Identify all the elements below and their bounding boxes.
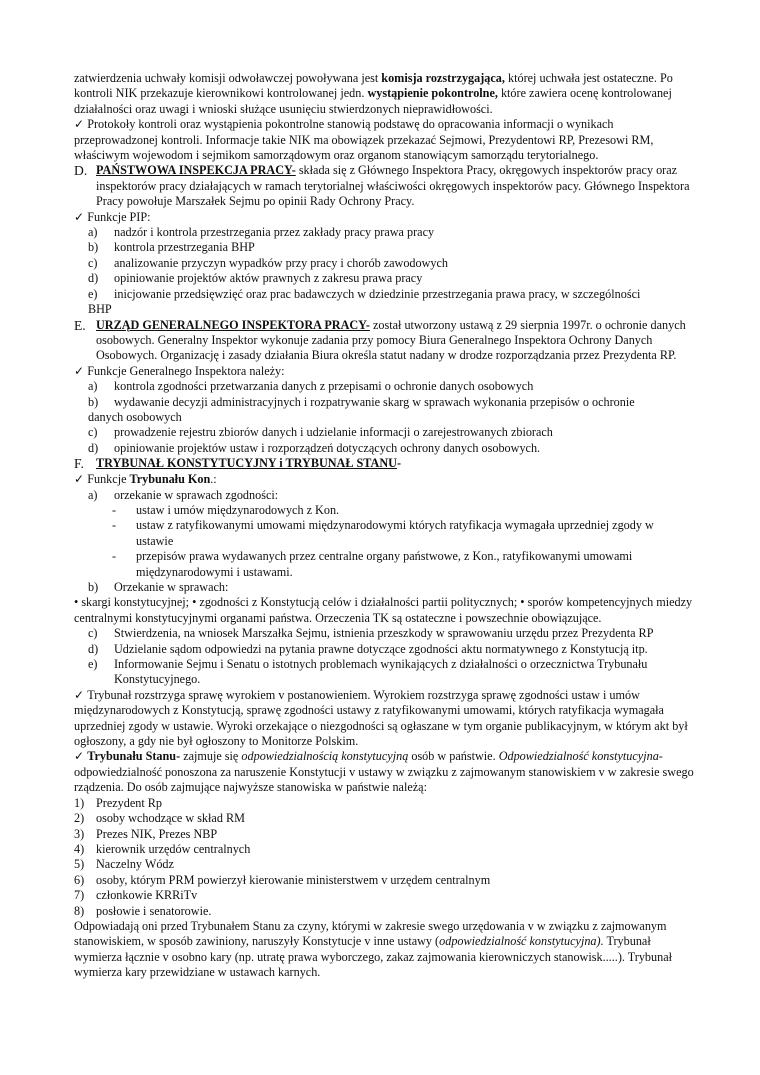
section-title: URZĄD GENERALNEGO INSPEKTORA PRACY-	[96, 317, 370, 332]
tk-header: ✓ Funkcje Trybunału Kon.:	[74, 472, 694, 487]
section-f: F. TRYBUNAŁ KONSTYTUCYJNY i TRYBUNAŁ STANU-	[74, 456, 401, 472]
section-letter: E.	[74, 317, 86, 333]
gio-list	[74, 379, 694, 456]
list-item: e) inicjowanie przedsięwzięć oraz prac badawczych w dziedzinie przestrzegania prawa pracy, w szczególności	[88, 286, 641, 301]
paragraph-trybunal-stanu: ✓ Trybunału Stanu- zajmuje się odpowiedzialnością konstytucyjną osób w państwie. Odpowiedzialność konstytucyjna- odpowiedzialność ponoszona za naruszenie Konstytucji v ustawy w związku z zajmowanym stanowiskiem v w zakresie swego rządzenia. Do osób zajmujące najwyższe stanowiska w państwie należą:	[74, 749, 694, 795]
ts-list	[74, 796, 694, 919]
tk-b-text: • skargi konstytucyjnej; • zgodności z Konstytucją celów i działalności partii politycznych; • sporów kompetencyjnych miedzy centralnymi konstytucyjnymi organami państwa. Orzeczenia TK są ostateczne i powszechnie obowiązujące.	[74, 595, 693, 625]
list-item: 6) osoby, którym PRM powierzył kierowanie ministerstwem v urzędem centralnym	[74, 872, 491, 887]
section-title: PAŃSTWOWA INSPEKCJA PRACY-	[96, 163, 296, 178]
list-item: d) opiniowanie projektów ustaw i rozporządzeń dotyczących ochrony danych osobowych.	[88, 440, 541, 455]
list-item: c) Stwierdzenia, na wniosek Marszałka Sejmu, istnienia przeszkody w sprawowaniu urzędu przez Prezydenta RP	[88, 626, 654, 641]
pip-header: ✓ Funkcje PIP:	[74, 210, 694, 225]
tk-list	[74, 488, 694, 503]
list-item: a) kontrola zgodności przetwarzania danych z przepisami o ochronie danych osobowych	[88, 379, 534, 394]
tk-dash-item: - ustaw z ratyfikowanymi umowami międzynarodowymi których ratyfikacja wymagała uprzedniej zgody w ustawie	[112, 518, 654, 548]
list-item: 7) członkowie KRRiTv	[74, 888, 198, 903]
gio-header: ✓ Funkcje Generalnego Inspektora należy:	[74, 364, 694, 379]
list-item: 2) osoby wchodzące w skład RM	[74, 811, 245, 826]
gio-continuation: danych osobowych	[88, 409, 182, 424]
list-item: 1) Prezydent Rp	[74, 795, 163, 810]
checkmark-icon	[74, 749, 87, 763]
section-d: D. PAŃSTWOWA INSPEKCJA PRACY- składa się z Głównego Inspektora Pracy, okręgowych inspektorów pracy oraz inspektorów pracy działających w ramach terytorialnej właściwości okręgowych inspektorów pacy. Głównego Inspektora Pracy powołuje Marszałek Sejmu po opinii Rady Ochrony Pracy.	[74, 163, 690, 209]
tk-dash-item: - ustaw i umów międzynarodowych z Kon.	[112, 502, 340, 517]
document-page	[74, 71, 694, 981]
paragraph-komisja: zatwierdzenia uchwały komisji odwoławczej powoływana jest komisja rozstrzygająca, której uchwała jest ostateczne. Po kontroli NIK przekazuje kierownikowi kontrolowanej jedn. wystąpienie pokontrolne, które zawiera ocenę kontrolowanej działalności oraz uwagi i wnioski służące usunięciu stwierdzonych nieprawidłowości.	[74, 71, 673, 116]
list-item: 4) kierownik urzędów centralnych	[74, 841, 251, 856]
list-item: d) Udzielanie sądom odpowiedzi na pytania prawne dotyczące zgodności aktu normatywnego z Konstytucją itp.	[88, 641, 648, 656]
list-item: 3) Prezes NIK, Prezes NBP	[74, 826, 218, 841]
paragraph-rozstrzyga: ✓ Trybunał rozstrzyga sprawę wyrokiem v postanowieniem. Wyrokiem rozstrzyga sprawę zgodności ustaw i umów międzynarodowych z Konstytucją, sprawę zgodności ustawy z ratyfikowanymi umowami, których ratyfikacja wymagała uprzedniej zgody w ustawie. Wyroki orzekające o niezgodności są ogłaszane w tym organie publikacyjnym, w którym akt był ogłoszony, a gdy nie był ogłoszony to Monitorze Polskim.	[74, 688, 694, 750]
section-letter: D.	[74, 163, 88, 179]
list-item: c) prowadzenie rejestru zbiorów danych i udzielanie informacji o zarejestrowanych zbiorach	[88, 425, 553, 440]
checkmark-icon	[74, 688, 87, 702]
list-item: b) Orzekanie w sprawach:	[88, 580, 229, 594]
checkmark-icon	[74, 364, 87, 378]
tk-list-rest	[74, 626, 694, 688]
list-item: d) opiniowanie projektów aktów prawnych z zakresu prawa pracy	[88, 271, 423, 286]
checkmark-icon	[74, 117, 87, 131]
list-item: b) kontrola przestrzegania BHP	[88, 240, 255, 255]
list-item: b) wydawanie decyzji administracyjnych i rozpatrywanie skarg w sprawach wykonania przepisów o ochronie	[88, 394, 635, 409]
paragraph-odpowiadaja: Odpowiadają oni przed Trybunałem Stanu za czyny, którymi w zakresie swego urzędowania v w związku z zajmowanym stanowiskiem, w sposób zawiniony, naruszyły Konstytucje v inne ustawy (odpowiedzialność konstytucyjna). Trybunał wymierza łącznie v osobno kary (np. utratę prawa wyborczego, zakaz zajmowania kierowniczych stanowisk.....). Trybunał wymierza kary przewidziane w ustawach karnych.	[74, 918, 672, 980]
section-title: TRYBUNAŁ KONSTYTUCYJNY i TRYBUNAŁ STANU	[96, 456, 397, 471]
checkmark-icon	[74, 472, 87, 486]
pip-list	[74, 225, 694, 302]
tk-list-b	[74, 580, 694, 595]
list-item: a) orzekanie w sprawach zgodności:	[88, 487, 279, 502]
paragraph-protokoly: ✓ Protokoły kontroli oraz wystąpienia pokontrolne stanowią podstawę do opracowania informacji o wynikach przeprowadzonej kontroli. Informacje takie NIK ma obowiązek przekazać Sejmowi, Prezydentowi RP, Prezesowi RM, właściwym wojewodom i sejmikom samorządowym oraz organom stanowiącym samorządu terytorialnego.	[74, 117, 694, 163]
list-item: c) analizowanie przyczyn wypadków przy pracy i chorób zawodowych	[88, 255, 449, 270]
pip-tail: BHP	[88, 302, 112, 317]
section-letter: F.	[74, 456, 84, 472]
list-item: a) nadzór i kontrola przestrzegania przez zakłady pracy prawa pracy	[88, 225, 435, 240]
list-item: 8) posłowie i senatorowie.	[74, 903, 212, 918]
checkmark-icon	[74, 210, 87, 224]
list-item: 5) Naczelny Wódz	[74, 857, 174, 872]
section-e: E. URZĄD GENERALNEGO INSPEKTORA PRACY- został utworzony ustawą z 29 sierpnia 1997r. o ochronie danych osobowych. Generalny Inspektor wykonuje zadania przy pomocy Biura Generalnego Inspektora Ochrony Danych Osobowych. Organizację i zasady działania Biura określa statut nadany w drodze rozporządzania przez Prezydenta RP.	[74, 317, 686, 363]
list-item: e) Informowanie Sejmu i Senatu o istotnych problemach wynikających z działalności o orzecznictwa Trybunału Konstytucyjnego.	[88, 657, 648, 687]
tk-dash-item: - przepisów prawa wydawanych przez centralne organy państwowe, z Kon., ratyfikowanymi umowami międzynarodowymi i ustawami.	[112, 549, 633, 579]
